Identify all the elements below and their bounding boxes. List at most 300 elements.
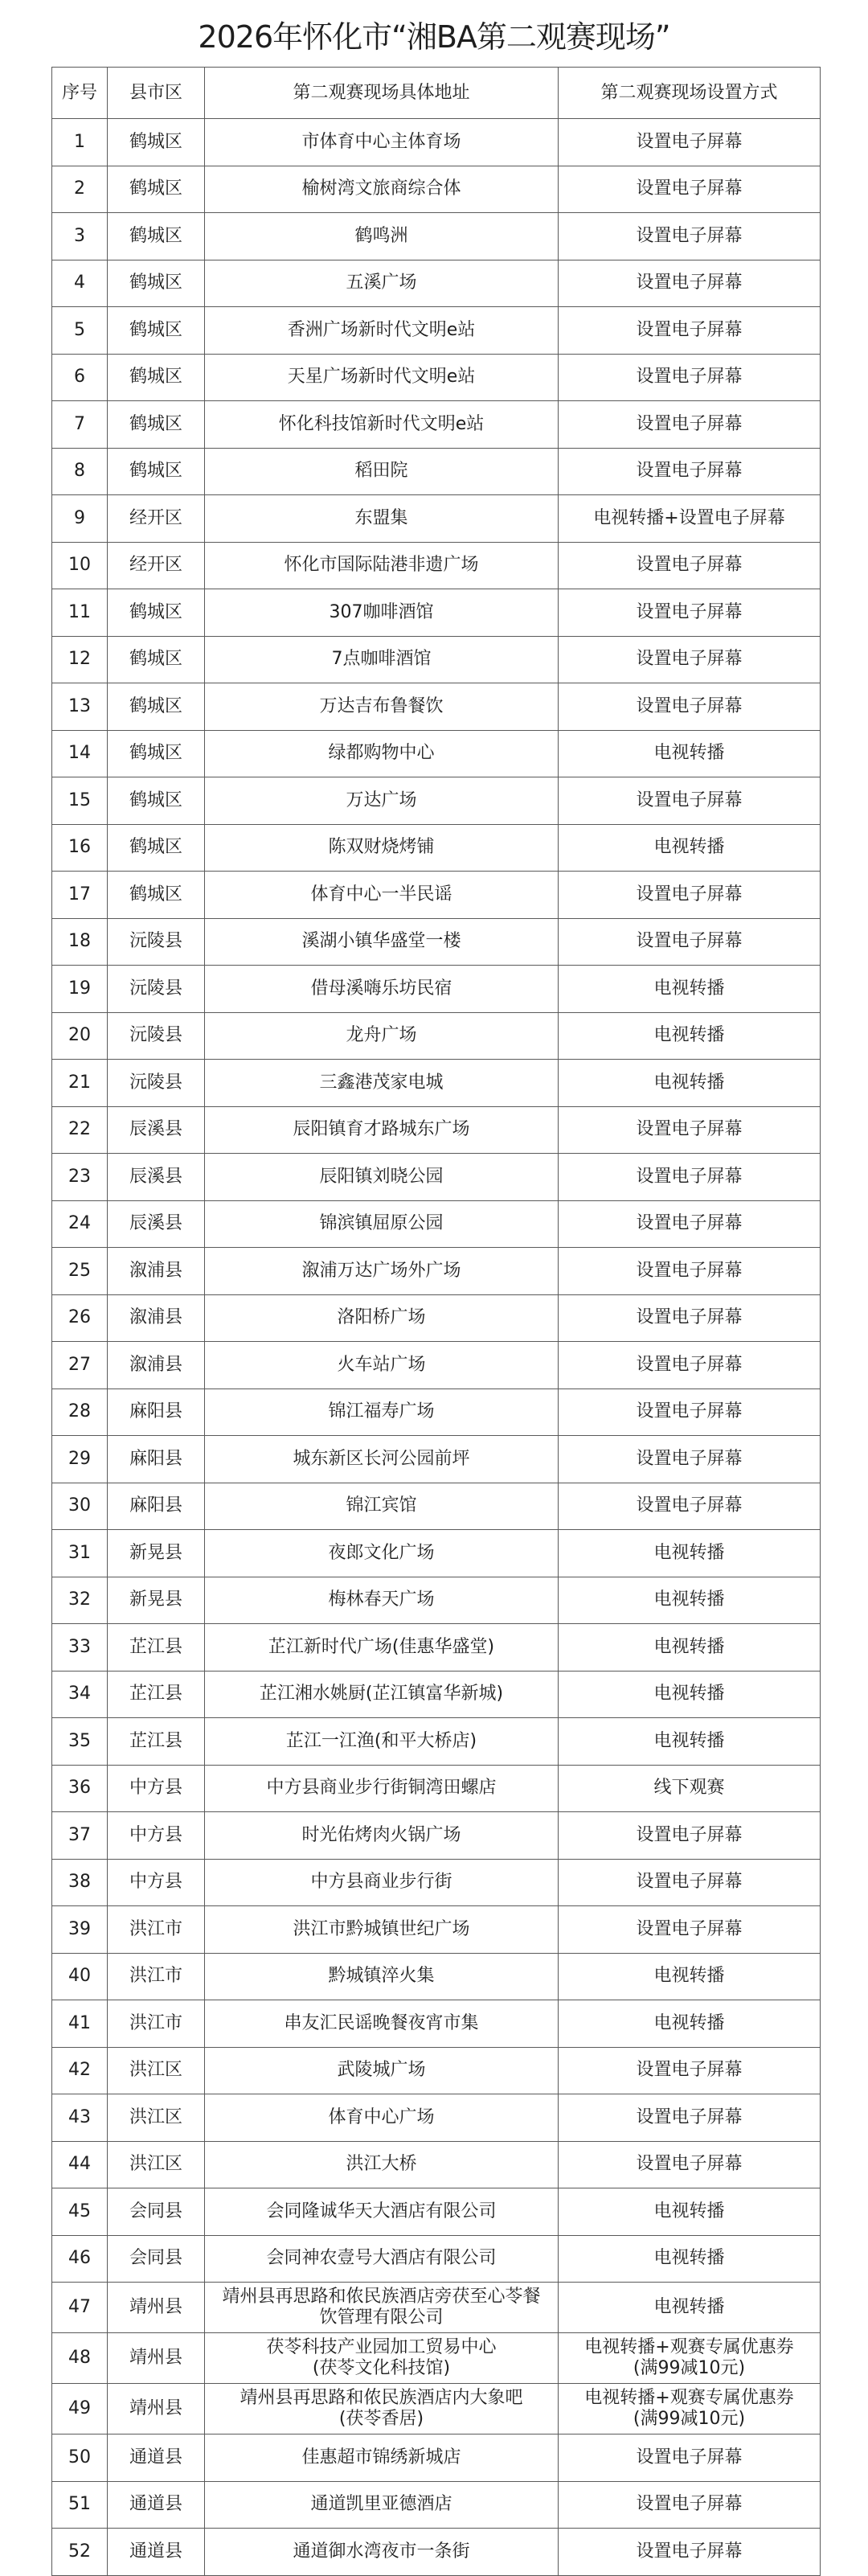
table-row xyxy=(52,683,821,731)
row-number-text: 37 xyxy=(68,1824,91,1845)
row-number-text: 3 xyxy=(74,225,85,246)
row-number xyxy=(52,1060,108,1107)
row-address-text: 芷江新时代广场(佳惠华盛堂) xyxy=(268,1636,495,1657)
row-address-text: 武陵城广场 xyxy=(337,2060,426,2081)
row-mode-text: 设置电子屏幕 xyxy=(636,695,743,716)
row-district xyxy=(108,401,205,449)
row-address xyxy=(205,2283,559,2333)
row-district-text: 洪江区 xyxy=(129,2106,182,2127)
row-number xyxy=(52,1200,108,1248)
row-number xyxy=(52,1388,108,1436)
row-district-text: 沅陵县 xyxy=(129,978,182,999)
row-address-text: 三鑫港茂家电城 xyxy=(319,1072,444,1093)
table-row xyxy=(52,307,821,355)
row-number xyxy=(52,2384,108,2434)
row-address xyxy=(205,1248,559,1295)
row-district-text: 鹤城区 xyxy=(129,884,182,904)
row-number xyxy=(52,1906,108,1954)
row-address xyxy=(205,495,559,543)
row-number xyxy=(52,1012,108,1060)
row-address-text-line2: 饮管理有限公司 xyxy=(319,2307,444,2328)
row-district xyxy=(108,260,205,307)
row-mode-text: 设置电子屏幕 xyxy=(636,884,743,904)
row-number-text: 12 xyxy=(68,649,91,670)
row-number-text: 22 xyxy=(68,1119,91,1140)
row-address-text: 洪江大桥 xyxy=(346,2154,417,2175)
row-district-text: 辰溪县 xyxy=(129,1213,182,1234)
row-number xyxy=(52,542,108,589)
table-row xyxy=(52,1624,821,1672)
row-district-text: 沅陵县 xyxy=(129,1025,182,1046)
row-address xyxy=(205,2141,559,2188)
table-row xyxy=(52,1577,821,1624)
row-mode xyxy=(559,1388,821,1436)
table-row xyxy=(52,1530,821,1577)
row-mode-text: 电视转播 xyxy=(653,1589,725,1610)
table-row xyxy=(52,2235,821,2283)
row-district-text: 鹤城区 xyxy=(129,225,182,246)
row-number-text: 45 xyxy=(68,2201,91,2221)
row-district xyxy=(108,119,205,166)
row-address xyxy=(205,918,559,966)
row-number-text: 26 xyxy=(68,1307,91,1328)
row-address xyxy=(205,1294,559,1342)
row-number-text: 11 xyxy=(68,601,91,622)
table-row xyxy=(52,2384,821,2434)
row-address xyxy=(205,1624,559,1672)
row-mode xyxy=(559,2434,821,2482)
row-number xyxy=(52,2094,108,2142)
row-mode xyxy=(559,1483,821,1530)
row-mode-text: 电视转播 xyxy=(653,1025,725,1046)
row-district xyxy=(108,1106,205,1154)
row-district xyxy=(108,2529,205,2576)
table-row xyxy=(52,2333,821,2384)
table-row xyxy=(52,1483,821,1530)
row-mode-text: 电视转播 xyxy=(653,2012,725,2033)
row-mode-text: 设置电子屏幕 xyxy=(636,1401,743,1422)
row-district xyxy=(108,2047,205,2094)
row-district xyxy=(108,307,205,355)
row-address xyxy=(205,589,559,637)
row-number xyxy=(52,1765,108,1812)
row-address-text: 芷江湘水姚厨(芷江镇富华新城) xyxy=(259,1684,504,1704)
row-number xyxy=(52,448,108,495)
row-district-text: 新晃县 xyxy=(129,1542,182,1563)
row-district-text: 麻阳县 xyxy=(129,1448,182,1469)
row-number-text: 48 xyxy=(68,2348,91,2368)
row-number xyxy=(52,2235,108,2283)
row-mode xyxy=(559,401,821,449)
header-number: 序号 xyxy=(52,68,108,119)
row-mode-text: 设置电子屏幕 xyxy=(636,1307,743,1328)
row-address xyxy=(205,354,559,401)
row-number xyxy=(52,1953,108,2000)
row-district-text: 鹤城区 xyxy=(129,178,182,199)
table-row xyxy=(52,1953,821,2000)
table-row xyxy=(52,166,821,213)
row-mode xyxy=(559,1953,821,2000)
row-district-text: 洪江区 xyxy=(129,2154,182,2175)
table-row xyxy=(52,824,821,872)
row-district xyxy=(108,1906,205,1954)
row-district xyxy=(108,2283,205,2333)
row-address xyxy=(205,2047,559,2094)
row-number xyxy=(52,1577,108,1624)
row-number-text: 29 xyxy=(68,1448,91,1469)
row-number xyxy=(52,683,108,731)
row-district xyxy=(108,1953,205,2000)
row-mode xyxy=(559,1248,821,1295)
table-row xyxy=(52,213,821,260)
row-mode xyxy=(559,1530,821,1577)
row-address xyxy=(205,542,559,589)
row-address-text: 芷江一江渔(和平大桥店) xyxy=(285,1730,477,1751)
row-address-text: 辰阳镇育才路城东广场 xyxy=(293,1119,470,1140)
table-row xyxy=(52,966,821,1013)
row-address xyxy=(205,1953,559,2000)
row-district xyxy=(108,636,205,683)
row-mode xyxy=(559,2188,821,2236)
row-district-text: 通道县 xyxy=(129,2494,182,2515)
row-address-text: 黔城镇淬火集 xyxy=(328,1966,435,1987)
table-row xyxy=(52,589,821,637)
table-row xyxy=(52,918,821,966)
row-number-text: 39 xyxy=(68,1918,91,1939)
row-number xyxy=(52,2434,108,2482)
row-address-text: 会同神农壹号大酒店有限公司 xyxy=(266,2248,497,2269)
row-number xyxy=(52,495,108,543)
row-number-text: 5 xyxy=(74,319,85,340)
row-district-text: 中方县 xyxy=(129,1872,182,1893)
row-district-text: 鹤城区 xyxy=(129,367,182,388)
row-district-text: 麻阳县 xyxy=(129,1401,182,1422)
row-mode-text: 设置电子屏幕 xyxy=(636,1448,743,1469)
row-mode-text: 设置电子屏幕 xyxy=(636,319,743,340)
row-mode xyxy=(559,2283,821,2333)
row-district-text: 溆浦县 xyxy=(129,1354,182,1375)
row-number-text: 10 xyxy=(68,555,91,576)
row-mode xyxy=(559,354,821,401)
row-address-text: 梅林春天广场 xyxy=(328,1589,435,1610)
row-address-text: 陈双财烧烤铺 xyxy=(328,837,435,858)
row-district xyxy=(108,1671,205,1718)
row-address xyxy=(205,683,559,731)
row-district xyxy=(108,730,205,777)
row-address xyxy=(205,2529,559,2576)
row-address-text: 溆浦万达广场外广场 xyxy=(301,1260,461,1281)
row-number xyxy=(52,2333,108,2384)
row-address-text: 体育中心广场 xyxy=(328,2106,435,2127)
row-district xyxy=(108,2141,205,2188)
row-mode-text: 电视转播+观赛专属优惠券 xyxy=(584,2388,794,2408)
row-mode xyxy=(559,1012,821,1060)
row-number xyxy=(52,307,108,355)
row-district xyxy=(108,542,205,589)
row-number-text: 38 xyxy=(68,1872,91,1893)
table-row xyxy=(52,1342,821,1389)
row-district xyxy=(108,683,205,731)
table-row xyxy=(52,1436,821,1483)
row-address-text-line2: (茯苓香居) xyxy=(338,2409,424,2429)
row-district xyxy=(108,2481,205,2529)
row-mode-text: 设置电子屏幕 xyxy=(636,1495,743,1516)
row-number xyxy=(52,2529,108,2576)
row-address xyxy=(205,1906,559,1954)
row-number-text: 4 xyxy=(74,273,85,293)
table-row xyxy=(52,636,821,683)
table-row xyxy=(52,777,821,825)
row-mode xyxy=(559,1342,821,1389)
row-address xyxy=(205,872,559,919)
row-number-text: 42 xyxy=(68,2060,91,2081)
table-row xyxy=(52,495,821,543)
row-number-text: 34 xyxy=(68,1684,91,1704)
row-number xyxy=(52,1342,108,1389)
header-address: 第二观赛现场具体地址 xyxy=(205,68,559,119)
row-mode-text: 设置电子屏幕 xyxy=(636,2447,743,2467)
row-district xyxy=(108,166,205,213)
table-body xyxy=(52,119,821,2576)
row-district-text: 溆浦县 xyxy=(129,1307,182,1328)
row-address xyxy=(205,2481,559,2529)
row-district xyxy=(108,2094,205,2142)
row-number-text: 35 xyxy=(68,1730,91,1751)
row-mode-text: 设置电子屏幕 xyxy=(636,273,743,293)
row-district-text: 芷江县 xyxy=(129,1684,182,1704)
row-district xyxy=(108,2188,205,2236)
row-district xyxy=(108,1483,205,1530)
row-mode-text: 设置电子屏幕 xyxy=(636,413,743,434)
row-address xyxy=(205,2333,559,2384)
row-number-text: 25 xyxy=(68,1260,91,1281)
row-mode xyxy=(559,542,821,589)
row-address-text: 天星广场新时代文明e站 xyxy=(287,367,476,388)
row-number-text: 1 xyxy=(74,131,85,152)
row-number xyxy=(52,589,108,637)
row-district xyxy=(108,1154,205,1201)
row-address-text: 靖州县再思路和侬民族酒店内大象吧 xyxy=(240,2388,523,2408)
row-number xyxy=(52,1671,108,1718)
row-address xyxy=(205,1154,559,1201)
row-district-text: 鹤城区 xyxy=(129,790,182,810)
table-row xyxy=(52,2529,821,2576)
row-number-text: 8 xyxy=(74,461,85,482)
row-address-text-line2: (茯苓文化科技馆) xyxy=(312,2358,451,2378)
row-district-text: 靖州县 xyxy=(129,2297,182,2317)
page-title: 2026年怀化市“湘BA第二观赛现场” xyxy=(198,19,670,55)
row-district-text: 麻阳县 xyxy=(129,1495,182,1516)
row-number-text: 52 xyxy=(68,2541,91,2562)
row-mode xyxy=(559,495,821,543)
row-district xyxy=(108,1577,205,1624)
row-number-text: 40 xyxy=(68,1966,91,1987)
row-district xyxy=(108,918,205,966)
row-mode xyxy=(559,918,821,966)
row-mode xyxy=(559,872,821,919)
row-address xyxy=(205,636,559,683)
row-address-text: 稻田院 xyxy=(354,461,408,482)
row-number-text: 51 xyxy=(68,2494,91,2515)
row-address xyxy=(205,166,559,213)
table-row xyxy=(52,401,821,449)
row-mode-text: 设置电子屏幕 xyxy=(636,790,743,810)
row-address xyxy=(205,777,559,825)
row-number xyxy=(52,401,108,449)
row-mode-text: 设置电子屏幕 xyxy=(636,2494,743,2515)
row-address xyxy=(205,2188,559,2236)
table-row xyxy=(52,354,821,401)
row-mode-text: 电视转播 xyxy=(653,1636,725,1657)
row-district xyxy=(108,1388,205,1436)
row-address-text: 通道凯里亚德酒店 xyxy=(310,2494,452,2515)
row-mode-text: 设置电子屏幕 xyxy=(636,1918,743,1939)
row-number-text: 43 xyxy=(68,2106,91,2127)
row-number-text: 14 xyxy=(68,743,91,764)
row-mode-text: 设置电子屏幕 xyxy=(636,601,743,622)
row-address-text: 辰阳镇刘晓公园 xyxy=(319,1166,444,1187)
row-district xyxy=(108,448,205,495)
row-address-text: 怀化科技馆新时代文明e站 xyxy=(278,413,485,434)
row-number xyxy=(52,1106,108,1154)
row-mode-text: 电视转播 xyxy=(653,2248,725,2269)
row-number-text: 7 xyxy=(74,413,85,434)
table-header-row xyxy=(52,68,821,119)
row-number xyxy=(52,1530,108,1577)
row-mode xyxy=(559,1294,821,1342)
venue-table xyxy=(51,67,821,2576)
row-number xyxy=(52,918,108,966)
row-mode-text: 设置电子屏幕 xyxy=(636,178,743,199)
row-number xyxy=(52,1859,108,1906)
row-number-text: 20 xyxy=(68,1025,91,1046)
row-district-text: 鹤城区 xyxy=(129,649,182,670)
row-mode-text: 设置电子屏幕 xyxy=(636,931,743,952)
row-mode-text: 设置电子屏幕 xyxy=(636,1213,743,1234)
row-district xyxy=(108,589,205,637)
row-number-text: 9 xyxy=(74,507,85,528)
row-district-text: 鹤城区 xyxy=(129,319,182,340)
row-number xyxy=(52,2141,108,2188)
row-mode xyxy=(559,2529,821,2576)
row-mode xyxy=(559,119,821,166)
row-number xyxy=(52,166,108,213)
row-number xyxy=(52,2481,108,2529)
row-number-text: 13 xyxy=(68,695,91,716)
row-number-text: 24 xyxy=(68,1213,91,1234)
row-address xyxy=(205,1106,559,1154)
row-address-text: 茯苓科技产业园加工贸易中心 xyxy=(266,2337,497,2357)
row-number-text: 23 xyxy=(68,1166,91,1187)
row-mode xyxy=(559,824,821,872)
row-mode xyxy=(559,966,821,1013)
row-number xyxy=(52,1154,108,1201)
row-district xyxy=(108,777,205,825)
row-number-text: 36 xyxy=(68,1778,91,1799)
row-address-text: 火车站广场 xyxy=(337,1354,426,1375)
row-number xyxy=(52,777,108,825)
table-row xyxy=(52,1812,821,1860)
row-mode-text: 设置电子屏幕 xyxy=(636,461,743,482)
row-district-text: 芷江县 xyxy=(129,1730,182,1751)
row-address xyxy=(205,1530,559,1577)
row-mode-text: 线下观赛 xyxy=(653,1778,725,1799)
table-row xyxy=(52,2094,821,2142)
row-address-text: 通道御水湾夜市一条街 xyxy=(293,2541,470,2562)
row-district xyxy=(108,1012,205,1060)
row-district-text: 芷江县 xyxy=(129,1636,182,1657)
row-mode-text: 电视转播 xyxy=(653,743,725,764)
table-row xyxy=(52,119,821,166)
row-address-text: 佳惠超市锦绣新城店 xyxy=(301,2447,461,2467)
row-address-text: 体育中心一半民谣 xyxy=(310,884,452,904)
row-mode-text: 设置电子屏幕 xyxy=(636,2106,743,2127)
row-mode xyxy=(559,2000,821,2048)
row-address xyxy=(205,1577,559,1624)
row-mode-text: 设置电子屏幕 xyxy=(636,367,743,388)
row-district xyxy=(108,354,205,401)
table-row xyxy=(52,1859,821,1906)
table-row xyxy=(52,1294,821,1342)
header-mode: 第二观赛现场设置方式 xyxy=(559,68,821,119)
row-mode xyxy=(559,1436,821,1483)
row-district-text: 会同县 xyxy=(129,2201,182,2221)
row-number-text: 41 xyxy=(68,2012,91,2033)
row-district xyxy=(108,1200,205,1248)
row-address-text: 洛阳桥广场 xyxy=(337,1307,426,1328)
row-mode xyxy=(559,166,821,213)
row-number-text: 16 xyxy=(68,837,91,858)
row-number-text: 30 xyxy=(68,1495,91,1516)
row-mode-text: 电视转播+观赛专属优惠券 xyxy=(584,2337,794,2357)
row-mode xyxy=(559,213,821,260)
row-mode-text: 电视转播 xyxy=(653,837,725,858)
row-district-text: 鹤城区 xyxy=(129,461,182,482)
row-mode xyxy=(559,2094,821,2142)
row-number-text: 17 xyxy=(68,884,91,904)
row-address-text: 中方县商业步行街 xyxy=(310,1872,452,1893)
row-address xyxy=(205,730,559,777)
row-address xyxy=(205,1342,559,1389)
table-row xyxy=(52,1154,821,1201)
row-address xyxy=(205,1436,559,1483)
row-mode xyxy=(559,1765,821,1812)
table-row xyxy=(52,1388,821,1436)
row-district xyxy=(108,1294,205,1342)
row-address-text: 龙舟广场 xyxy=(346,1025,417,1046)
row-number xyxy=(52,1624,108,1672)
row-address xyxy=(205,1483,559,1530)
row-mode xyxy=(559,1200,821,1248)
table-row xyxy=(52,2047,821,2094)
row-address xyxy=(205,1765,559,1812)
row-mode xyxy=(559,2481,821,2529)
row-mode xyxy=(559,2235,821,2283)
row-mode xyxy=(559,683,821,731)
row-address-text: 锦滨镇屈原公园 xyxy=(319,1213,444,1234)
row-mode-text: 电视转播+设置电子屏幕 xyxy=(593,507,785,528)
row-district-text: 新晃县 xyxy=(129,1589,182,1610)
row-district xyxy=(108,1859,205,1906)
row-district-text: 会同县 xyxy=(129,2248,182,2269)
row-district-text: 通道县 xyxy=(129,2541,182,2562)
table-row xyxy=(52,1060,821,1107)
row-mode-text: 设置电子屏幕 xyxy=(636,2154,743,2175)
row-number-text: 27 xyxy=(68,1354,91,1375)
row-number-text: 21 xyxy=(68,1072,91,1093)
row-number-text: 44 xyxy=(68,2154,91,2175)
row-number xyxy=(52,2047,108,2094)
